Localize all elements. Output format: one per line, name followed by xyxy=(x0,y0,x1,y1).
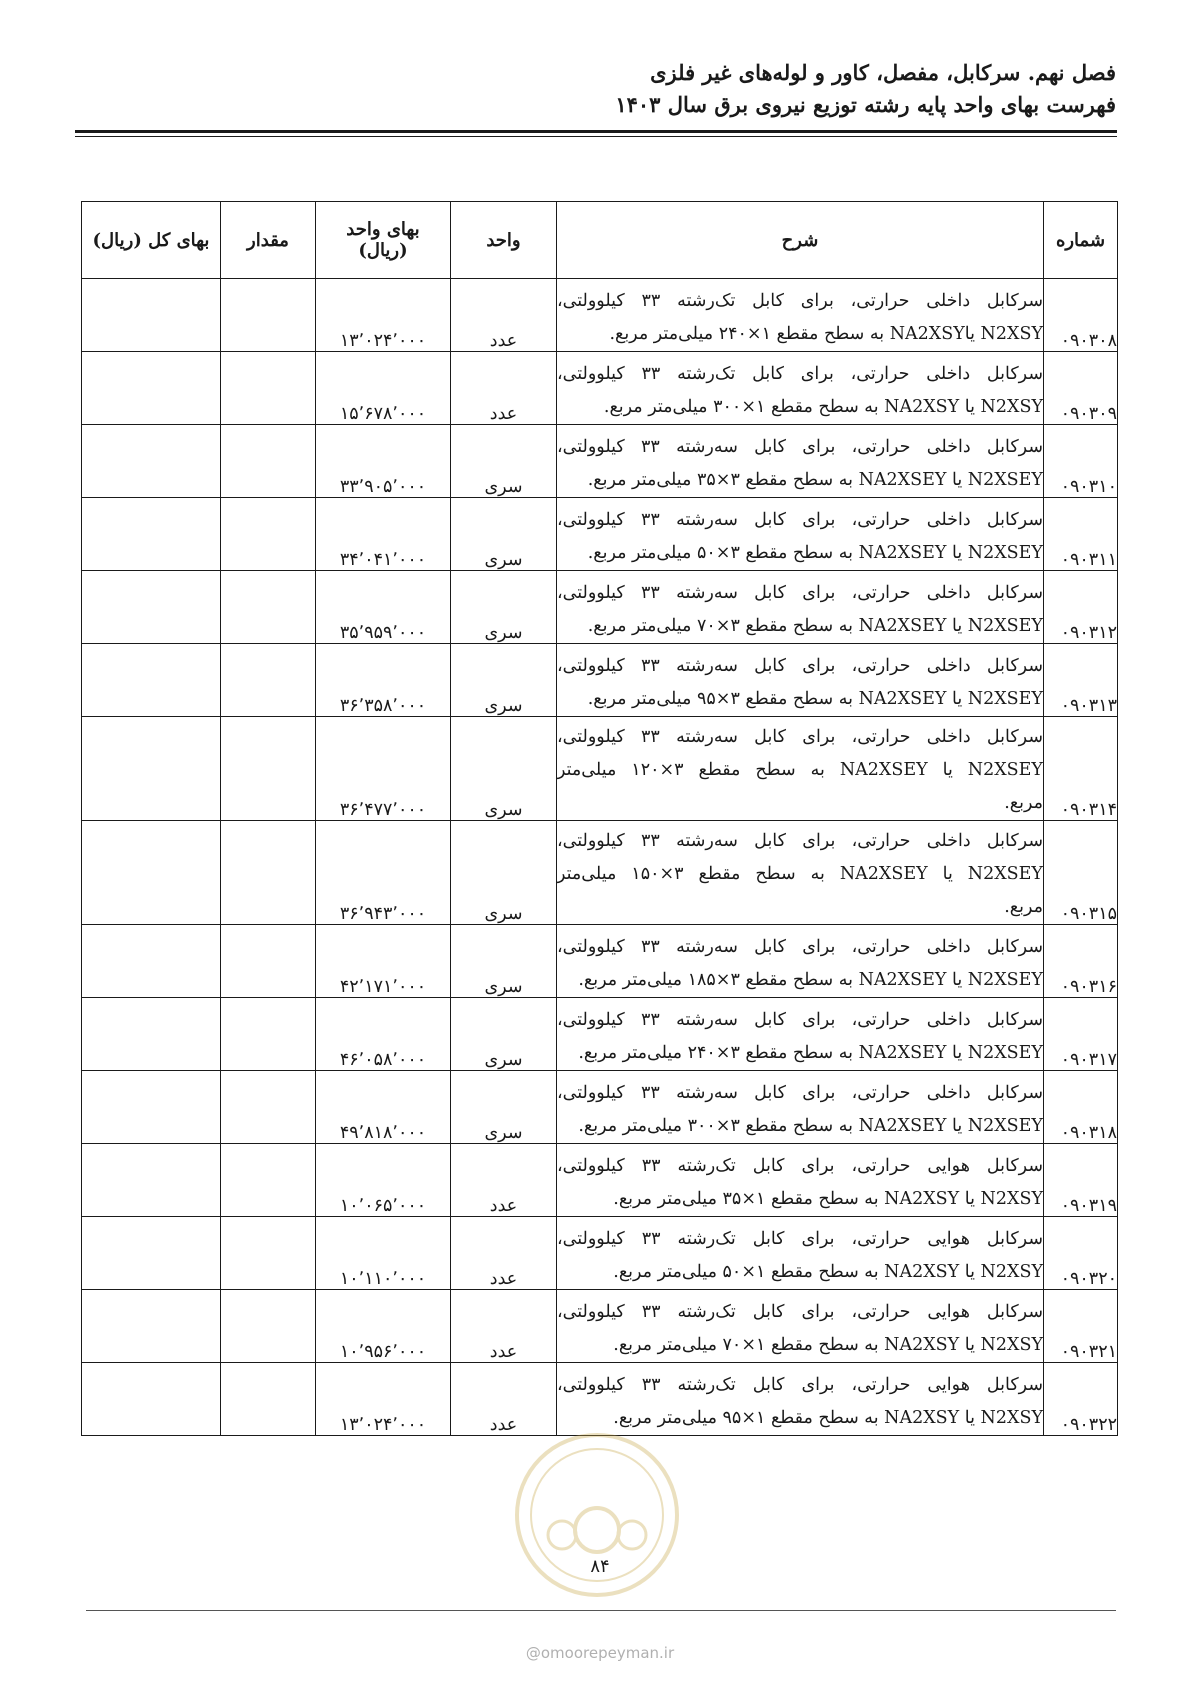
table-row xyxy=(82,1363,1118,1436)
item-total-price xyxy=(82,1144,221,1217)
item-unit-price: ۴۲٬۱۷۱٬۰۰۰ xyxy=(316,925,451,998)
item-description xyxy=(557,1363,1044,1436)
item-quantity xyxy=(221,498,316,571)
item-quantity xyxy=(221,279,316,352)
description-line: سرکابل هوایی حرارتی، برای کابل تک‌رشته ۳۳ کیلوولتی، xyxy=(557,1229,1043,1249)
item-number: ۰۹۰۳۱۰ xyxy=(1044,425,1118,498)
item-total-price xyxy=(82,1071,221,1144)
item-total-price xyxy=(82,1290,221,1363)
item-unit-price: ۴۶٬۰۵۸٬۰۰۰ xyxy=(316,998,451,1071)
description-line: سرکابل داخلی حرارتی، برای کابل سه‌رشته ۳۳ کیلوولتی، xyxy=(557,583,1043,603)
description-line: سرکابل داخلی حرارتی، برای کابل تک‌رشته ۳۳ کیلوولتی، xyxy=(557,364,1043,384)
item-unit: عدد xyxy=(451,1144,557,1217)
description-line: سرکابل هوایی حرارتی، برای کابل تک‌رشته ۳۳ کیلوولتی، xyxy=(557,1375,1043,1395)
item-description xyxy=(557,1144,1044,1217)
item-quantity xyxy=(221,644,316,717)
description-line: N2XSY یا NA2XSY به سطح مقطع ۱×۳۵ میلی‌متر مربع. xyxy=(613,1189,1043,1209)
item-unit: سری xyxy=(451,644,557,717)
description-line: N2XSEY یا NA2XSEY به سطح مقطع ۳×۱۲۰ میلی‌متر xyxy=(557,760,1043,780)
description-line: مربع. xyxy=(1004,793,1043,813)
item-description xyxy=(557,425,1044,498)
table-row xyxy=(82,1071,1118,1144)
item-number: ۰۹۰۳۲۱ xyxy=(1044,1290,1118,1363)
item-unit-price: ۳۶٬۹۴۳٬۰۰۰ xyxy=(316,821,451,925)
description-line: N2XSY یا NA2XSY به سطح مقطع ۱×۵۰ میلی‌متر مربع. xyxy=(613,1262,1043,1282)
item-description xyxy=(557,1217,1044,1290)
item-number: ۰۹۰۳۱۲ xyxy=(1044,571,1118,644)
item-unit: سری xyxy=(451,1071,557,1144)
item-description xyxy=(557,717,1044,821)
description-line: سرکابل داخلی حرارتی، برای کابل سه‌رشته ۳۳ کیلوولتی، xyxy=(557,656,1043,676)
item-quantity xyxy=(221,425,316,498)
item-unit-price: ۳۳٬۹۰۵٬۰۰۰ xyxy=(316,425,451,498)
table-row xyxy=(82,279,1118,352)
description-line: N2XSEY یا NA2XSEY به سطح مقطع ۳×۹۵ میلی‌متر مربع. xyxy=(587,689,1043,709)
item-number: ۰۹۰۳۱۳ xyxy=(1044,644,1118,717)
item-quantity xyxy=(221,1144,316,1217)
header-unit: واحد xyxy=(451,202,557,279)
item-unit-price: ۳۶٬۴۷۷٬۰۰۰ xyxy=(316,717,451,821)
item-unit: سری xyxy=(451,821,557,925)
item-total-price xyxy=(82,352,221,425)
item-description xyxy=(557,571,1044,644)
description-line: N2XSEY یا NA2XSEY به سطح مقطع ۳×۱۸۵ میلی‌متر مربع. xyxy=(578,970,1043,990)
table-row xyxy=(82,644,1118,717)
item-quantity xyxy=(221,925,316,998)
description-line: N2XSY یا NA2XSY به سطح مقطع ۱×۷۰ میلی‌متر مربع. xyxy=(613,1335,1043,1355)
footer-rule xyxy=(86,1610,1116,1611)
item-quantity xyxy=(221,717,316,821)
description-line: سرکابل داخلی حرارتی، برای کابل سه‌رشته ۳۳ کیلوولتی، xyxy=(557,1083,1043,1103)
description-line: سرکابل داخلی حرارتی، برای کابل سه‌رشته ۳۳ کیلوولتی، xyxy=(557,727,1043,747)
description-line: N2XSY یا NA2XSY به سطح مقطع ۱×۹۵ میلی‌متر مربع. xyxy=(613,1408,1043,1428)
page-header xyxy=(76,58,1116,120)
item-unit: سری xyxy=(451,571,557,644)
item-quantity xyxy=(221,998,316,1071)
item-description xyxy=(557,925,1044,998)
item-number: ۰۹۰۳۱۸ xyxy=(1044,1071,1118,1144)
table-row xyxy=(82,821,1118,925)
item-total-price xyxy=(82,1217,221,1290)
item-quantity xyxy=(221,1290,316,1363)
item-description xyxy=(557,821,1044,925)
item-total-price xyxy=(82,717,221,821)
header-total-price: بهای کل (ریال) xyxy=(82,202,221,279)
header-rule-thick xyxy=(75,130,1117,133)
item-total-price xyxy=(82,1363,221,1436)
document-subtitle: فهرست بهای واحد پایه رشته توزیع نیروی برق سال ۱۴۰۳ xyxy=(615,92,1116,117)
description-line: N2XSEY یا NA2XSEY به سطح مقطع ۳×۳۰۰ میلی‌متر مربع. xyxy=(578,1116,1043,1136)
page-number: ۸۴ xyxy=(590,1556,610,1577)
item-total-price xyxy=(82,998,221,1071)
item-unit: عدد xyxy=(451,1363,557,1436)
item-quantity xyxy=(221,352,316,425)
description-line: مربع. xyxy=(1004,897,1043,917)
table-row xyxy=(82,925,1118,998)
item-description xyxy=(557,1071,1044,1144)
item-unit: عدد xyxy=(451,279,557,352)
item-unit-price: ۱۳٬۰۲۴٬۰۰۰ xyxy=(316,279,451,352)
item-description xyxy=(557,498,1044,571)
item-number: ۰۹۰۳۱۷ xyxy=(1044,998,1118,1071)
header-number: شماره xyxy=(1044,202,1118,279)
item-quantity xyxy=(221,1071,316,1144)
item-description xyxy=(557,279,1044,352)
item-number: ۰۹۰۳۱۵ xyxy=(1044,821,1118,925)
item-total-price xyxy=(82,425,221,498)
description-line: N2XSEY یا NA2XSEY به سطح مقطع ۳×۲۴۰ میلی‌متر مربع. xyxy=(578,1043,1043,1063)
table-row xyxy=(82,571,1118,644)
description-line: N2XSEY یا NA2XSEY به سطح مقطع ۳×۱۵۰ میلی‌متر xyxy=(557,864,1043,884)
item-unit-price: ۳۵٬۹۵۹٬۰۰۰ xyxy=(316,571,451,644)
item-quantity xyxy=(221,571,316,644)
price-list-table xyxy=(81,201,1118,1436)
item-description xyxy=(557,998,1044,1071)
header-unit-price xyxy=(316,202,451,279)
description-line: سرکابل هوایی حرارتی، برای کابل تک‌رشته ۳۳ کیلوولتی، xyxy=(557,1156,1043,1176)
item-quantity xyxy=(221,821,316,925)
table-row xyxy=(82,1217,1118,1290)
table-row xyxy=(82,1144,1118,1217)
site-watermark: @omoorepeyman.ir xyxy=(525,1644,675,1662)
item-total-price xyxy=(82,571,221,644)
header-description: شرح xyxy=(557,202,1044,279)
item-quantity xyxy=(221,1217,316,1290)
item-number: ۰۹۰۳۱۱ xyxy=(1044,498,1118,571)
item-unit-price: ۱۰٬۹۵۶٬۰۰۰ xyxy=(316,1290,451,1363)
description-line: N2XSEY یا NA2XSEY به سطح مقطع ۳×۵۰ میلی‌متر مربع. xyxy=(587,543,1043,563)
item-number: ۰۹۰۳۰۸ xyxy=(1044,279,1118,352)
item-number: ۰۹۰۳۱۶ xyxy=(1044,925,1118,998)
item-total-price xyxy=(82,644,221,717)
item-unit: سری xyxy=(451,425,557,498)
item-total-price xyxy=(82,279,221,352)
item-number: ۰۹۰۳۱۹ xyxy=(1044,1144,1118,1217)
item-unit-price: ۱۰٬۱۱۰٬۰۰۰ xyxy=(316,1217,451,1290)
item-description xyxy=(557,352,1044,425)
description-line: سرکابل داخلی حرارتی، برای کابل سه‌رشته ۳۳ کیلوولتی، xyxy=(557,437,1043,457)
table-row xyxy=(82,998,1118,1071)
table-row xyxy=(82,498,1118,571)
item-description xyxy=(557,1290,1044,1363)
item-total-price xyxy=(82,925,221,998)
item-unit-price: ۱۰٬۰۶۵٬۰۰۰ xyxy=(316,1144,451,1217)
item-unit-price: ۴۹٬۸۱۸٬۰۰۰ xyxy=(316,1071,451,1144)
table-row xyxy=(82,425,1118,498)
table-row xyxy=(82,717,1118,821)
item-unit-price: ۱۵٬۶۷۸٬۰۰۰ xyxy=(316,352,451,425)
item-unit-price: ۳۶٬۳۵۸٬۰۰۰ xyxy=(316,644,451,717)
item-unit: سری xyxy=(451,498,557,571)
description-line: N2XSY یاNA2XSY به سطح مقطع ۱×۲۴۰ میلی‌متر مربع. xyxy=(609,324,1043,344)
item-description xyxy=(557,644,1044,717)
description-line: N2XSY یا NA2XSY به سطح مقطع ۱×۳۰۰ میلی‌متر مربع. xyxy=(603,397,1043,417)
item-unit: عدد xyxy=(451,1290,557,1363)
item-unit: عدد xyxy=(451,1217,557,1290)
item-number: ۰۹۰۳۱۴ xyxy=(1044,717,1118,821)
header-unit-price-label: بهای واحد xyxy=(346,219,420,240)
description-line: N2XSEY یا NA2XSEY به سطح مقطع ۳×۷۰ میلی‌متر مربع. xyxy=(587,616,1043,636)
item-unit: سری xyxy=(451,717,557,821)
description-line: سرکابل داخلی حرارتی، برای کابل سه‌رشته ۳۳ کیلوولتی، xyxy=(557,937,1043,957)
description-line: سرکابل داخلی حرارتی، برای کابل تک‌رشته ۳۳ کیلوولتی، xyxy=(557,291,1043,311)
table-row xyxy=(82,1290,1118,1363)
description-line: سرکابل داخلی حرارتی، برای کابل سه‌رشته ۳۳ کیلوولتی، xyxy=(557,1010,1043,1030)
item-unit: سری xyxy=(451,925,557,998)
header-rule-thin xyxy=(75,136,1117,137)
table-row xyxy=(82,352,1118,425)
item-quantity xyxy=(221,1363,316,1436)
description-line: سرکابل داخلی حرارتی، برای کابل سه‌رشته ۳۳ کیلوولتی، xyxy=(557,831,1043,851)
item-number: ۰۹۰۳۲۰ xyxy=(1044,1217,1118,1290)
item-total-price xyxy=(82,821,221,925)
item-unit-price: ۱۳٬۰۲۴٬۰۰۰ xyxy=(316,1363,451,1436)
description-line: سرکابل هوایی حرارتی، برای کابل تک‌رشته ۳۳ کیلوولتی، xyxy=(557,1302,1043,1322)
description-line: N2XSEY یا NA2XSEY به سطح مقطع ۳×۳۵ میلی‌متر مربع. xyxy=(587,470,1043,490)
header-unit-price-currency: (ریال) xyxy=(358,240,408,261)
item-unit: عدد xyxy=(451,352,557,425)
description-line: سرکابل داخلی حرارتی، برای کابل سه‌رشته ۳۳ کیلوولتی، xyxy=(557,510,1043,530)
header-quantity: مقدار xyxy=(221,202,316,279)
table-header-row xyxy=(82,202,1118,279)
item-total-price xyxy=(82,498,221,571)
item-number: ۰۹۰۳۰۹ xyxy=(1044,352,1118,425)
item-unit-price: ۳۴٬۰۴۱٬۰۰۰ xyxy=(316,498,451,571)
item-unit: سری xyxy=(451,998,557,1071)
item-number: ۰۹۰۳۲۲ xyxy=(1044,1363,1118,1436)
chapter-title: فصل نهم. سرکابل، مفصل، کاور و لوله‌های غیر فلزی xyxy=(650,60,1116,85)
